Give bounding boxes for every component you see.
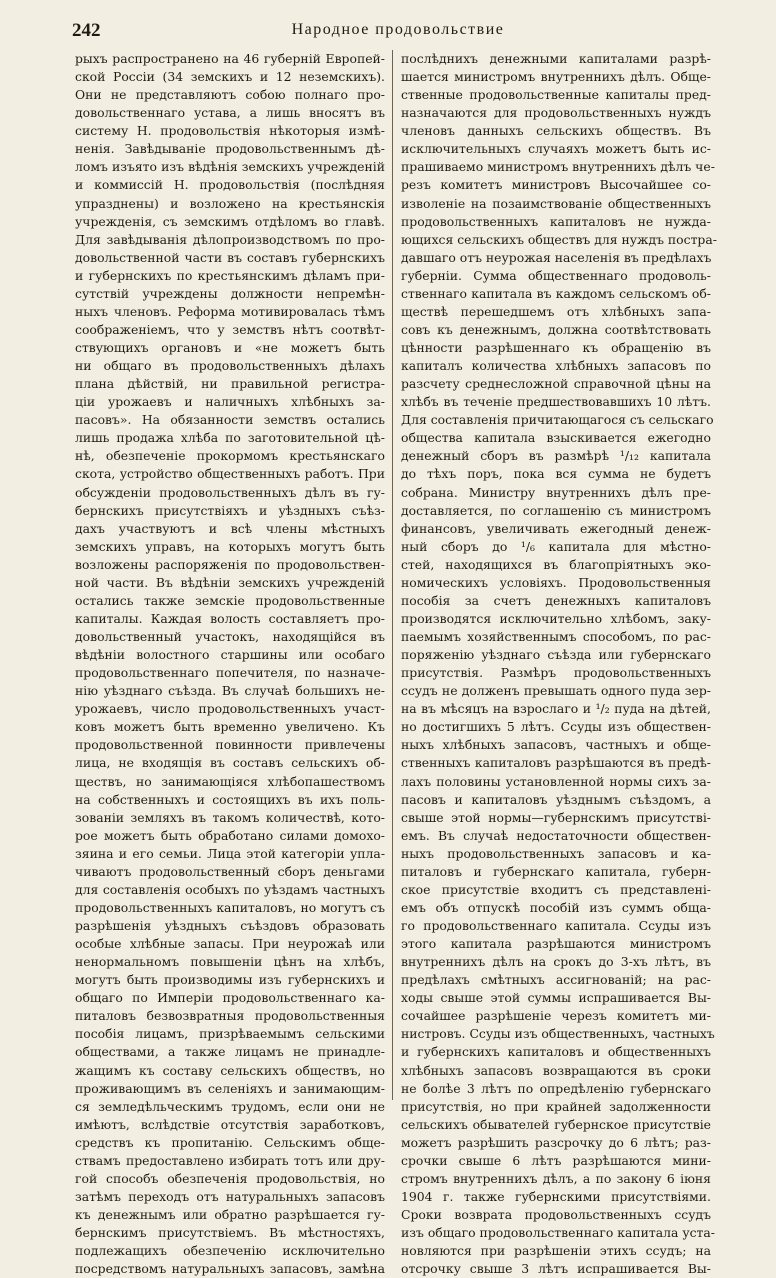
text-line: присутствія, но при крайней задолженности xyxy=(401,1098,711,1114)
text-line: но достигшихъ 5 лѣтъ. Ссуды изъ обществен- xyxy=(401,719,711,735)
text-line: стромъ внутреннихъ дѣлъ, а по закону 6 іюня xyxy=(401,1170,711,1186)
text-line: питаловъ и губернскаго капитала, губерн- xyxy=(401,863,711,879)
text-line: чиваютъ продовольственный сборъ деньгами xyxy=(75,863,385,879)
text-line: лишь продажа хлѣба по заготовительной цѣ- xyxy=(75,430,385,446)
text-line: предѣлахъ смѣтныхъ ассигнованій; на рас- xyxy=(401,972,711,988)
text-line: изволеніе на позаимствованіе общественныхъ xyxy=(401,195,711,211)
text-line: средствъ къ пропитанію. Сельскимъ обще- xyxy=(75,1134,385,1150)
text-line: пасовъ». На обязанности земствъ остались xyxy=(75,412,385,428)
text-line: разрѣшенія уѣздныхъ съѣздовъ образовать xyxy=(75,918,385,933)
text-line: ныхъ продовольственныхъ запасовъ и ка- xyxy=(401,845,711,861)
text-line: Сроки возврата продовольственныхъ ссудъ xyxy=(401,1207,711,1222)
text-line: возложены распоряженія по продовольствен- xyxy=(75,556,385,572)
text-line: на въ мѣсяцъ на взрослаго и ¹/₂ пуда на дѣтей, xyxy=(401,701,711,717)
text-line: пасовъ и капиталовъ уѣзднымъ съѣздомъ, а xyxy=(401,791,711,807)
text-line: и губернскихъ капиталовъ и общественныхъ xyxy=(401,1044,711,1060)
text-line: бернскимъ присутствіемъ. Въ мѣстностяхъ, xyxy=(75,1225,385,1241)
text-line: земскихъ управъ, на которыхъ могутъ быть xyxy=(75,538,385,554)
text-line: проживающимъ въ селеніяхъ и занимающим- xyxy=(75,1080,385,1096)
text-line: общества капитала взыскивается ежегодно xyxy=(401,430,711,446)
text-line: шается министромъ внутреннихъ дѣлъ. Обще- xyxy=(401,69,711,85)
text-line: сельскихъ обывателей губернское присутствіе xyxy=(401,1116,711,1132)
text-line: производятся исключительно хлѣбомъ, заку- xyxy=(401,610,711,626)
text-line: не болѣе 3 лѣтъ по опредѣленію губернскаго xyxy=(401,1080,711,1096)
text-line: сочайшее разрѣшеніе черезъ комитетъ ми- xyxy=(401,1008,711,1024)
text-line: назначаются для продовольственныхъ нуждъ xyxy=(401,105,711,121)
text-line: губерніи. Сумма общественнаго продоволь- xyxy=(401,267,711,283)
text-line: номическихъ условіяхъ. Продовольственныя xyxy=(401,574,711,590)
text-line: ственныхъ капиталовъ разрѣшаются въ предѣ- xyxy=(401,755,711,771)
text-line: исключительныхъ случаяхъ можетъ быть ис- xyxy=(401,141,711,157)
text-line: паемымъ хозяйственнымъ способомъ, по рас- xyxy=(401,629,711,644)
text-line: ствующихъ органовъ и «не можетъ быть xyxy=(75,340,385,355)
text-line: этого капитала разрѣшаются министромъ xyxy=(401,936,711,952)
text-line: стей, находящихся въ благопріятныхъ эко- xyxy=(401,556,711,572)
text-line: ссудъ не долженъ превышать одного пуда зер- xyxy=(401,683,711,699)
text-line: финансовъ, увеличивать ежегодный денеж- xyxy=(401,520,711,536)
text-line: ной части. Въ вѣдѣніи земскихъ учрежденій xyxy=(75,574,385,590)
text-line: ненія. Завѣдываніе продовольственнымъ дѣ- xyxy=(75,141,385,157)
text-line: остались также земскіе продовольственные xyxy=(75,592,385,608)
text-line: сутствій учреждены должности непремѣн- xyxy=(75,285,385,301)
text-line: довольственнаго устава, а лишь вносятъ въ xyxy=(75,105,385,121)
text-line: ціи урожаевъ и наличныхъ хлѣбныхъ за- xyxy=(75,394,385,410)
text-line: урожаевъ, число продовольственныхъ участ- xyxy=(75,701,385,717)
text-line: затѣмъ переходъ отъ натуральныхъ запасовъ xyxy=(75,1188,385,1204)
text-line: ни общаго въ продовольственныхъ дѣлахъ xyxy=(75,358,385,374)
text-line: пособія за счетъ денежныхъ капиталовъ xyxy=(401,592,711,608)
text-line: хлѣбныхъ запасовъ возвращаются въ сроки xyxy=(401,1062,711,1078)
text-line: собрана. Министру внутреннихъ дѣлъ пре- xyxy=(401,484,711,500)
text-line: ществъ, но занимающіяся хлѣбопашествомъ xyxy=(75,773,385,789)
text-line: нію уѣзднаго съѣзда. Въ случаѣ большихъ не- xyxy=(75,683,385,699)
text-line: емъ объ отпускѣ пособій изъ суммъ обща- xyxy=(401,899,711,915)
text-line: ныхъ членовъ. Реформа мотивировалась тѣмъ xyxy=(75,303,385,319)
text-line: скота, устройство общественныхъ работъ. При xyxy=(75,466,385,482)
text-line: посредствомъ натуральныхъ запасовъ, замѣна xyxy=(75,1261,385,1277)
text-line: Для завѣдыванія дѣлопроизводствомъ по про- xyxy=(75,231,385,247)
text-line: ющихся сельскихъ обществъ для нуждъ постра- xyxy=(401,231,717,247)
text-line: Для составленія причитающагося съ сельскаго xyxy=(401,412,714,428)
text-line: доставляется, по соглашенію съ министромъ xyxy=(401,502,711,518)
text-line: лица, не входящія въ составъ сельскихъ об- xyxy=(75,755,385,771)
text-line: рое можетъ быть обработано силами домохо- xyxy=(75,827,385,843)
text-line: разсчету среднесложной справочной цѣны на xyxy=(401,376,711,392)
text-line: дахъ участвуютъ и всѣ члены мѣстныхъ xyxy=(75,520,385,536)
text-line: продовольственной повинности привлечены xyxy=(75,737,385,753)
text-line: давшаго отъ неурожая населенія въ предѣлахъ xyxy=(401,249,712,265)
text-line: довольственный участокъ, находящійся въ xyxy=(75,629,385,644)
text-line: присутствія. Размѣръ продовольственныхъ xyxy=(401,665,711,681)
text-line: ской Россіи (34 земскихъ и 12 неземскихъ). xyxy=(75,69,385,85)
text-line: питаловъ безвозвратныя продовольственныя xyxy=(75,1008,385,1024)
text-line: срочки свыше 6 лѣтъ разрѣшаются мини- xyxy=(401,1152,711,1168)
text-line: довольственной части въ составъ губернскихъ xyxy=(75,249,385,265)
text-line: гой способъ обезпеченія продовольствія, но xyxy=(75,1170,385,1186)
text-line: изъ общаго продовольственнаго капитала уста- xyxy=(401,1225,715,1241)
text-line: членовъ данныхъ сельскихъ обществъ. Въ xyxy=(401,123,711,139)
text-line: общаго по Имперіи продовольственнаго ка- xyxy=(75,990,385,1006)
text-line: нѣ, обезпеченіе прокормомъ крестьянскаго xyxy=(75,448,385,464)
text-line: систему Н. продовольствія нѣкоторыя измѣ- xyxy=(75,123,385,139)
text-line: рыхъ распространено на 46 губерній Европей- xyxy=(75,51,385,66)
text-line: лахъ половины установленной нормы сихъ за- xyxy=(401,773,711,789)
text-line: продовольственныхъ капиталовъ, но могутъ съ xyxy=(75,899,385,915)
page-number: 242 xyxy=(72,20,101,41)
text-line: бернскихъ присутствіяхъ и уѣздныхъ съѣз- xyxy=(75,502,385,518)
right-text-column xyxy=(401,50,717,1277)
text-line: ненормальномъ повышеніи цѣнъ на хлѣбъ, xyxy=(75,954,385,970)
text-line: ществѣ перешедшемъ отъ хлѣбныхъ запа- xyxy=(401,303,711,319)
text-line: продовольственнаго попечителя, по назначе- xyxy=(75,665,385,681)
text-line: прашиваемо министромъ внутреннихъ дѣлъ че- xyxy=(401,159,715,175)
text-line: зяина и его семьи. Лица этой категоріи упла- xyxy=(75,845,385,861)
text-line: резъ комитетъ министровъ Высочайшее со- xyxy=(401,177,711,193)
text-line: соображеніемъ, что у земствъ нѣтъ соотвѣт- xyxy=(75,321,385,337)
text-line: ственные продовольственные капиталы пред- xyxy=(401,87,711,103)
text-line: учрежденія, съ земскимъ отдѣломъ во главѣ. xyxy=(75,213,385,229)
running-title: Народное продовольствие xyxy=(291,21,505,38)
text-line: ское присутствіе входитъ съ представлені- xyxy=(401,881,711,897)
text-line: и губернскихъ по крестьянскимъ дѣламъ при- xyxy=(75,267,385,283)
text-line: свыше этой нормы—губернскимъ присутстві- xyxy=(401,809,711,825)
text-line: плана дѣйствій, ни правильной регистра- xyxy=(75,376,385,392)
text-line: совъ къ денежнымъ, должна соотвѣтствовать xyxy=(401,321,711,337)
text-line: продовольственныхъ капиталовъ не нужда- xyxy=(401,213,711,229)
text-line: зованіи земляхъ въ такомъ количествѣ, кото- xyxy=(75,809,385,825)
text-line: капиталы. Каждая волость составляетъ про- xyxy=(75,610,385,626)
text-line: ный сборъ до ¹/₆ капитала для мѣстно- xyxy=(401,538,711,554)
text-line: послѣднихъ денежными капиталами разрѣ- xyxy=(401,51,711,66)
text-line: обществами, а также лицамъ не принадле- xyxy=(75,1044,385,1060)
text-line: ходы свыше этой суммы испрашивается Вы- xyxy=(401,990,711,1006)
text-line: можетъ разрѣшить разсрочку до 6 лѣтъ; раз- xyxy=(401,1134,711,1150)
text-line: упразднены) и возложено на крестьянскія xyxy=(75,195,385,211)
text-line: пособія лицамъ, призрѣваемымъ сельскими xyxy=(75,1026,385,1042)
text-line: ственнаго капитала въ каждомъ сельскомъ об- xyxy=(401,285,711,301)
text-line: особые хлѣбные запасы. При неурожаѣ или xyxy=(75,936,385,952)
text-line: Они не представляютъ собою полнаго про- xyxy=(75,87,385,103)
text-line: жащимъ къ составу сельскихъ обществъ, но xyxy=(75,1062,385,1078)
text-line: го продовольственнаго капитала. Ссуды изъ xyxy=(401,918,711,933)
text-line: цѣнности разрѣшеннаго къ обращенію въ xyxy=(401,340,711,355)
text-line: капиталъ количества хлѣбныхъ запасовъ по xyxy=(401,358,711,374)
text-line: до тѣхъ поръ, пока вся сумма не будетъ xyxy=(401,466,711,482)
text-line: къ денежнымъ или обратно разрѣшается гу- xyxy=(75,1207,385,1222)
text-line: емъ. Въ случаѣ недостаточности обществен- xyxy=(401,827,711,843)
text-line: новляются при разрѣшеніи этихъ ссудъ; на xyxy=(401,1243,711,1259)
text-line: ся земледѣльческимъ трудомъ, если они не xyxy=(75,1098,385,1114)
text-line: для составленія особыхъ по уѣздамъ частныхъ xyxy=(75,881,385,897)
left-text-column xyxy=(75,50,385,1277)
text-line: денежный сборъ въ размѣрѣ ¹/₁₂ капитала xyxy=(401,448,711,464)
column-divider xyxy=(392,50,393,1100)
text-line: ковъ можетъ быть временно увеличено. Къ xyxy=(75,719,385,735)
text-line: поряженію уѣзднаго съѣзда или губернскаго xyxy=(401,647,711,663)
text-line: внутреннихъ дѣлъ на срокъ до 3-хъ лѣтъ, въ xyxy=(401,954,711,970)
text-line: ныхъ хлѣбныхъ запасовъ, частныхъ и обще- xyxy=(401,737,711,753)
text-line: ломъ изъято изъ вѣдѣнія земскихъ учрежденій xyxy=(75,159,385,175)
text-line: подлежащихъ обезпеченію исключительно xyxy=(75,1243,385,1259)
text-line: и коммиссій Н. продовольствія (послѣдняя xyxy=(75,177,385,193)
page-header xyxy=(72,20,724,44)
text-line: могутъ быть производимы изъ губернскихъ и xyxy=(75,972,385,988)
text-line: хлѣбъ въ теченіе предшествовавшихъ 10 лѣтъ. xyxy=(401,394,711,410)
text-line: имѣютъ, вслѣдствіе отсутствія заработковъ, xyxy=(75,1116,385,1132)
text-line: вѣдѣніи волостного старшины или особаго xyxy=(75,647,385,663)
text-line: нистровъ. Ссуды изъ общественныхъ, частныхъ xyxy=(401,1026,715,1042)
text-line: на собственныхъ и состоящихъ въ ихъ поль- xyxy=(75,791,385,807)
text-line: ствамъ предоставлено избирать тотъ или дру- xyxy=(75,1152,385,1168)
text-line: 1904 г. также губернскими присутствіями. xyxy=(401,1188,711,1204)
text-line: отсрочку свыше 3 лѣтъ испрашивается Вы- xyxy=(401,1261,711,1277)
text-line: обсужденіи продовольственныхъ дѣлъ въ гу- xyxy=(75,484,385,500)
